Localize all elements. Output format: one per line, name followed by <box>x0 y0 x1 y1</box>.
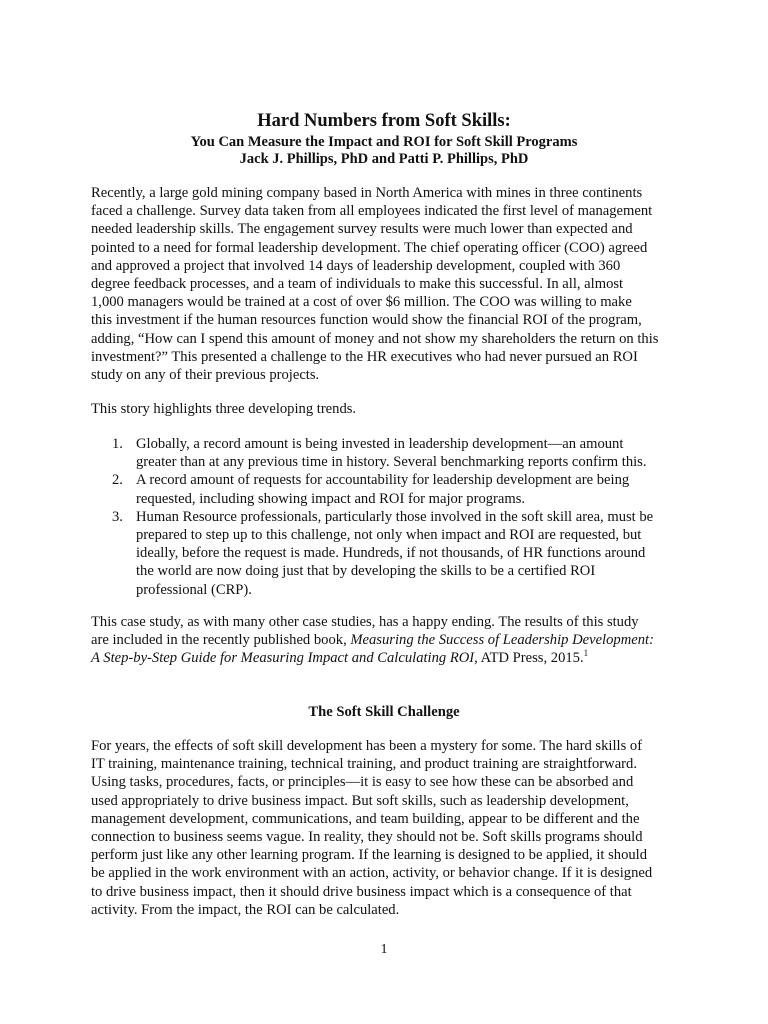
text-line: ideally, before the request is made. Hundreds, if not thousands, of HR functions around <box>136 545 646 562</box>
text-line <box>91 631 681 649</box>
text-line: this investment if the human resources function would show the financial ROI of the program, <box>91 312 642 329</box>
book-title: Measuring the Success of Leadership Development: <box>350 632 654 649</box>
text-line: connection to business seems vague. In reality, they should not be. Soft skills programs should <box>91 829 643 846</box>
text-segment: are included in the recently published book, <box>91 632 351 649</box>
document-authors: Jack J. Phillips, PhD and Patti P. Phillips, PhD <box>239 151 529 167</box>
text-line: faced a challenge. Survey data taken from all employees indicated the first level of management <box>91 203 653 220</box>
story-paragraph <box>91 400 681 418</box>
text-line: needed leadership skills. The engagement survey results were much lower than expected and <box>91 221 633 238</box>
text-line: and approved a project that involved 14 days of leadership development, coupled with 360 <box>91 257 621 274</box>
text-line: the world are now doing just that by developing the skills to be a certified ROI <box>136 563 596 580</box>
document-subtitle: You Can Measure the Impact and ROI for Soft Skill Programs <box>190 134 578 150</box>
text-line: greater than at any previous time in history. Several benchmarking reports confirm this. <box>136 454 647 471</box>
text-segment: ATD Press, 2015. <box>477 650 584 667</box>
text-line: A record amount of requests for accountability for leadership development are being <box>136 472 630 489</box>
text-line: perform just like any other learning program. If the learning is designed to be applied, it should <box>91 847 648 864</box>
text-line: study on any of their previous projects. <box>91 367 320 384</box>
list-item <box>91 471 681 507</box>
text-line: This case study, as with many other case studies, has a happy ending. The results of this study <box>91 614 639 630</box>
list-item-number: 1. <box>112 436 123 452</box>
text-line: adding, “How can I spend this amount of money and not show my shareholders the return on this <box>91 330 659 347</box>
list-item <box>91 508 681 599</box>
page-number: 1 <box>380 942 388 957</box>
text-line: be applied in the work environment with an action, activity, or behavior change. If it is designed <box>91 865 653 882</box>
trends-list <box>91 435 681 599</box>
soft-skill-paragraph <box>91 737 681 919</box>
text-line: requested, including showing impact and ROI for major programs. <box>136 490 526 507</box>
list-item-number: 2. <box>112 472 123 489</box>
footnote-marker: 1 <box>583 648 589 659</box>
text-line: activity. From the impact, the ROI can be calculated. <box>91 901 400 918</box>
list-item <box>91 435 681 471</box>
text-line: 1,000 managers would be trained at a cost of over $6 million. The COO was willing to make <box>91 294 632 311</box>
text-line: Human Resource professionals, particularly those involved in the soft skill area, must be <box>136 508 654 525</box>
book-title: A Step-by-Step Guide for Measuring Impact and Calculating ROI, <box>91 650 478 667</box>
text-line: IT training, maintenance training, technical training, and product training are straightforward. <box>91 756 637 773</box>
text-line: Using tasks, procedures, facts, or principles—it is easy to see how these can be absorbed and <box>91 774 634 791</box>
case-study-paragraph <box>91 613 681 668</box>
intro-paragraph <box>91 184 681 384</box>
text-line <box>91 649 681 667</box>
text-line: prepared to step up to this challenge, not only when impact and ROI are requested, but <box>136 527 642 544</box>
text-line: used appropriately to drive business impact. But soft skills, such as leadership development, <box>91 792 629 809</box>
text-line: This story highlights three developing trends. <box>91 401 357 417</box>
text-line: For years, the effects of soft skill development has been a mystery for some. The hard skills of <box>91 738 643 754</box>
document-title: Hard Numbers from Soft Skills: <box>257 111 511 131</box>
text-line: management development, communications, and team building, appear to be different and the <box>91 810 640 827</box>
text-line: professional (CRP). <box>136 581 252 598</box>
text-line: Recently, a large gold mining company based in North America with mines in three continents <box>91 185 643 201</box>
text-line: pointed to a need for formal leadership development. The chief operating officer (COO) agreed <box>91 239 648 256</box>
list-item-number: 3. <box>112 508 123 525</box>
text-line: investment?” This presented a challenge to the HR executives who had never pursued an ROI <box>91 348 638 365</box>
text-line: degree feedback processes, and a team of individuals to make this successful. In all, almost <box>91 276 624 293</box>
section-heading: The Soft Skill Challenge <box>308 704 460 720</box>
text-line: Globally, a record amount is being invested in leadership development—an amount <box>136 436 624 452</box>
text-line: to drive business impact, then it should drive business impact which is a consequence of that <box>91 883 632 900</box>
